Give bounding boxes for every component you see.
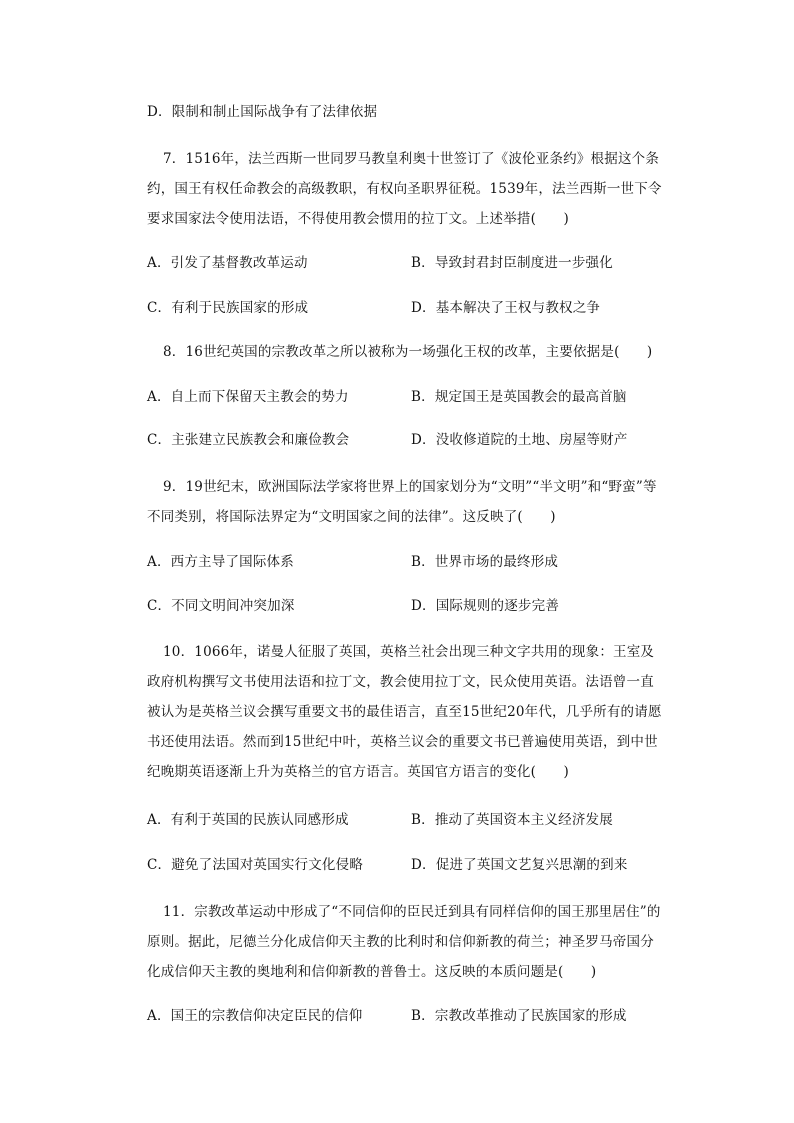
question-9-text: 9．19世纪末，欧洲国际法学家将世界上的国家划分为“文明”“半文明”和“野蛮”等不同类别，将国际法界定为“文明国家之间的法律”。这反映了( ) xyxy=(147,479,657,525)
question-11-option-a: A．国王的宗教信仰决定臣民的信仰 xyxy=(147,1008,363,1024)
question-10-option-a: A．有利于英国的民族认同感形成 xyxy=(147,812,349,828)
question-7-option-c: C．有利于民族国家的形成 xyxy=(147,300,309,316)
question-11-option-b: B．宗教改革推动了民族国家的形成 xyxy=(411,1008,627,1024)
question-10-option-b: B．推动了英国资本主义经济发展 xyxy=(411,812,613,828)
question-9-option-c: C．不同文明间冲突加深 xyxy=(147,598,295,614)
question-10-option-c: C．避免了法国对英国实行文化侵略 xyxy=(147,857,364,873)
question-7-option-a: A．引发了基督教改革运动 xyxy=(147,255,308,271)
question-8-text: 8．16世纪英国的宗教改革之所以被称为一场强化王权的改革，主要依据是( ) xyxy=(163,344,653,360)
question-10-text: 10．1066年，诺曼人征服了英国，英格兰社会出现三种文字共用的现象：王室及政府机构撰写文书使用法语和拉丁文，教会使用拉丁文，民众使用英语。法语曾一直被认为是英格兰议会撰写重要文书的最佳语言，直至15世纪20年代，几乎所有的请愿书还使用法语。然而到15世纪中叶，英格兰议会的重要文书已普遍使用英语，到中世纪晚期英语逐渐上升为英格兰的官方语言。英国官方语言的变化( ) xyxy=(147,644,662,780)
question-11-text: 11．宗教改革运动中形成了“不同信仰的臣民迁到具有同样信仰的国王那里居住”的原则。据此，尼德兰分化成信仰天主教的比利时和信仰新教的荷兰；神圣罗马帝国分化成信仰天主教的奥地利和信仰新教的普鲁士。这反映的本质问题是( ) xyxy=(147,904,661,980)
question-7-text: 7．1516年，法兰西斯一世同罗马教皇利奥十世签订了《波伦亚条约》根据这个条约，国王有权任命教会的高级教职，有权向圣职界征税。1539年，法兰西斯一世下令要求国家法令使用法语，不得使用教会惯用的拉丁文。上述举措( ) xyxy=(147,151,662,227)
question-9-option-d: D．国际规则的逐步完善 xyxy=(411,598,560,614)
question-8-option-c: C．主张建立民族教会和廉俭教会 xyxy=(147,432,350,448)
question-8-option-d: D．没收修道院的土地、房屋等财产 xyxy=(411,432,628,448)
question-7-option-b: B．导致封君封臣制度进一步强化 xyxy=(411,255,613,271)
question-9-option-a: A．西方主导了国际体系 xyxy=(147,554,294,570)
question-8-option-a: A．自上而下保留天主教会的势力 xyxy=(147,389,349,405)
option-d-prev: D．限制和制止国际战争有了法律依据 xyxy=(147,104,378,120)
question-7-option-d: D．基本解决了王权与教权之争 xyxy=(411,300,601,316)
question-9-option-b: B．世界市场的最终形成 xyxy=(411,554,559,570)
question-10-option-d: D．促进了英国文艺复兴思潮的到来 xyxy=(411,857,628,873)
question-8-option-b: B．规定国王是英国教会的最高首脑 xyxy=(411,389,627,405)
